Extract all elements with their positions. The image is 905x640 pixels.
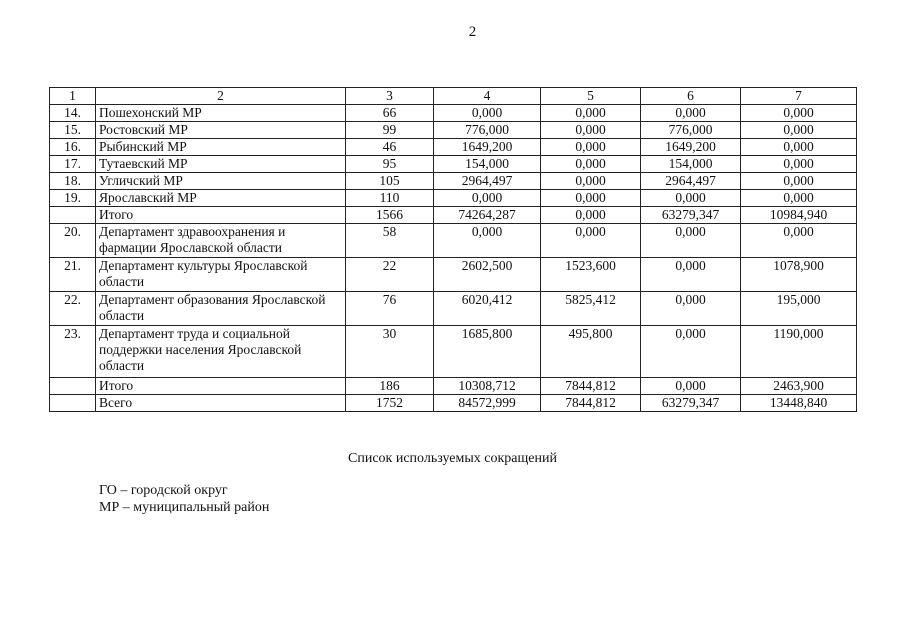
table-cell: 0,000 bbox=[641, 326, 741, 378]
table-cell: Департамент труда и социальной поддержки населения Ярославской области bbox=[96, 326, 346, 378]
table-cell bbox=[50, 207, 96, 224]
table-cell: 0,000 bbox=[541, 105, 641, 122]
table-cell: 186 bbox=[346, 378, 434, 395]
column-header: 3 bbox=[346, 88, 434, 105]
table-cell: Итого bbox=[96, 378, 346, 395]
table-cell: 0,000 bbox=[434, 105, 541, 122]
table-cell: 0,000 bbox=[541, 224, 641, 258]
table-cell: 1566 bbox=[346, 207, 434, 224]
table-cell: 21. bbox=[50, 258, 96, 292]
table-cell: 0,000 bbox=[434, 224, 541, 258]
table-cell: 10984,940 bbox=[741, 207, 857, 224]
abbreviations-title: Список используемых сокращений bbox=[348, 451, 557, 466]
table-cell: Пошехонский МР bbox=[96, 105, 346, 122]
table-cell: 1649,200 bbox=[434, 139, 541, 156]
column-header: 1 bbox=[50, 88, 96, 105]
table-cell: 154,000 bbox=[434, 156, 541, 173]
table-cell: 776,000 bbox=[434, 122, 541, 139]
table-cell: 1523,600 bbox=[541, 258, 641, 292]
table-cell: 154,000 bbox=[641, 156, 741, 173]
table-cell: 17. bbox=[50, 156, 96, 173]
table-cell: Ростовский МР bbox=[96, 122, 346, 139]
table-cell: 95 bbox=[346, 156, 434, 173]
table-cell: Департамент культуры Ярославской области bbox=[96, 258, 346, 292]
table-row bbox=[50, 139, 857, 156]
table-cell: 110 bbox=[346, 190, 434, 207]
table-cell: 1752 bbox=[346, 395, 434, 412]
table-row bbox=[50, 207, 857, 224]
table-cell: 0,000 bbox=[434, 190, 541, 207]
table-cell: 776,000 bbox=[641, 122, 741, 139]
table-row bbox=[50, 378, 857, 395]
table-row bbox=[50, 326, 857, 378]
table-cell: 0,000 bbox=[641, 258, 741, 292]
table-cell: 74264,287 bbox=[434, 207, 541, 224]
table-cell: 0,000 bbox=[741, 156, 857, 173]
table-cell: 18. bbox=[50, 173, 96, 190]
table-row bbox=[50, 122, 857, 139]
table-cell: 20. bbox=[50, 224, 96, 258]
table-cell: 23. bbox=[50, 326, 96, 378]
table-cell: 99 bbox=[346, 122, 434, 139]
table-cell: 105 bbox=[346, 173, 434, 190]
table-row bbox=[50, 190, 857, 207]
table-header-row bbox=[50, 88, 857, 105]
table-cell: Рыбинский МР bbox=[96, 139, 346, 156]
table-cell: Тутаевский МР bbox=[96, 156, 346, 173]
table-cell: 0,000 bbox=[741, 122, 857, 139]
table-cell: 0,000 bbox=[541, 173, 641, 190]
table-cell: 0,000 bbox=[741, 190, 857, 207]
table-cell: Итого bbox=[96, 207, 346, 224]
table-cell: 6020,412 bbox=[434, 292, 541, 326]
column-header: 6 bbox=[641, 88, 741, 105]
table-cell: 1190,000 bbox=[741, 326, 857, 378]
table-cell: 0,000 bbox=[541, 122, 641, 139]
column-header: 5 bbox=[541, 88, 641, 105]
table-cell: 13448,840 bbox=[741, 395, 857, 412]
table-row bbox=[50, 105, 857, 122]
table-cell: 5825,412 bbox=[541, 292, 641, 326]
table-cell: Всего bbox=[96, 395, 346, 412]
table-cell: 495,800 bbox=[541, 326, 641, 378]
table-cell: 0,000 bbox=[541, 156, 641, 173]
table-cell: 0,000 bbox=[641, 292, 741, 326]
table-cell: 10308,712 bbox=[434, 378, 541, 395]
table-cell: 22. bbox=[50, 292, 96, 326]
abbreviation-mr: МР – муниципальный район bbox=[99, 500, 270, 515]
table-cell: 2463,900 bbox=[741, 378, 857, 395]
table-cell: 66 bbox=[346, 105, 434, 122]
table-cell bbox=[50, 378, 96, 395]
table-cell: 2602,500 bbox=[434, 258, 541, 292]
table-cell: 30 bbox=[346, 326, 434, 378]
table-cell: 1078,900 bbox=[741, 258, 857, 292]
table-row bbox=[50, 395, 857, 412]
table-cell: 16. bbox=[50, 139, 96, 156]
table-cell: 195,000 bbox=[741, 292, 857, 326]
table-cell: 84572,999 bbox=[434, 395, 541, 412]
table-cell: 2964,497 bbox=[641, 173, 741, 190]
table-cell: 0,000 bbox=[741, 105, 857, 122]
table-cell: 0,000 bbox=[541, 207, 641, 224]
table-cell: 1685,800 bbox=[434, 326, 541, 378]
table-cell: 63279,347 bbox=[641, 395, 741, 412]
table-cell: Департамент здравоохранения и фармации Ярославской области bbox=[96, 224, 346, 258]
table-cell: 2964,497 bbox=[434, 173, 541, 190]
table-cell: 7844,812 bbox=[541, 395, 641, 412]
column-header: 2 bbox=[96, 88, 346, 105]
table-cell: 0,000 bbox=[641, 378, 741, 395]
abbreviation-go: ГО – городской округ bbox=[99, 483, 228, 498]
table-cell: 15. bbox=[50, 122, 96, 139]
table-row bbox=[50, 292, 857, 326]
table-cell: 63279,347 bbox=[641, 207, 741, 224]
table-cell: 0,000 bbox=[741, 173, 857, 190]
table-cell: 0,000 bbox=[641, 190, 741, 207]
table-cell: 46 bbox=[346, 139, 434, 156]
table-cell: 58 bbox=[346, 224, 434, 258]
table-cell: 22 bbox=[346, 258, 434, 292]
table-cell: 0,000 bbox=[641, 105, 741, 122]
table-cell: 19. bbox=[50, 190, 96, 207]
table-cell: 1649,200 bbox=[641, 139, 741, 156]
table-cell: 14. bbox=[50, 105, 96, 122]
table-cell bbox=[50, 395, 96, 412]
column-header: 7 bbox=[741, 88, 857, 105]
table-cell: 0,000 bbox=[541, 190, 641, 207]
table-row bbox=[50, 258, 857, 292]
data-table bbox=[49, 87, 857, 412]
table-cell: Ярославский МР bbox=[96, 190, 346, 207]
table-cell: Угличский МР bbox=[96, 173, 346, 190]
table-cell: Департамент образования Ярославской области bbox=[96, 292, 346, 326]
column-header: 4 bbox=[434, 88, 541, 105]
table-row bbox=[50, 224, 857, 258]
page-number: 2 bbox=[468, 24, 477, 40]
table-row bbox=[50, 173, 857, 190]
table-cell: 0,000 bbox=[641, 224, 741, 258]
table-cell: 0,000 bbox=[741, 224, 857, 258]
table-row bbox=[50, 156, 857, 173]
table-cell: 7844,812 bbox=[541, 378, 641, 395]
table-cell: 0,000 bbox=[741, 139, 857, 156]
table-cell: 0,000 bbox=[541, 139, 641, 156]
table-cell: 76 bbox=[346, 292, 434, 326]
